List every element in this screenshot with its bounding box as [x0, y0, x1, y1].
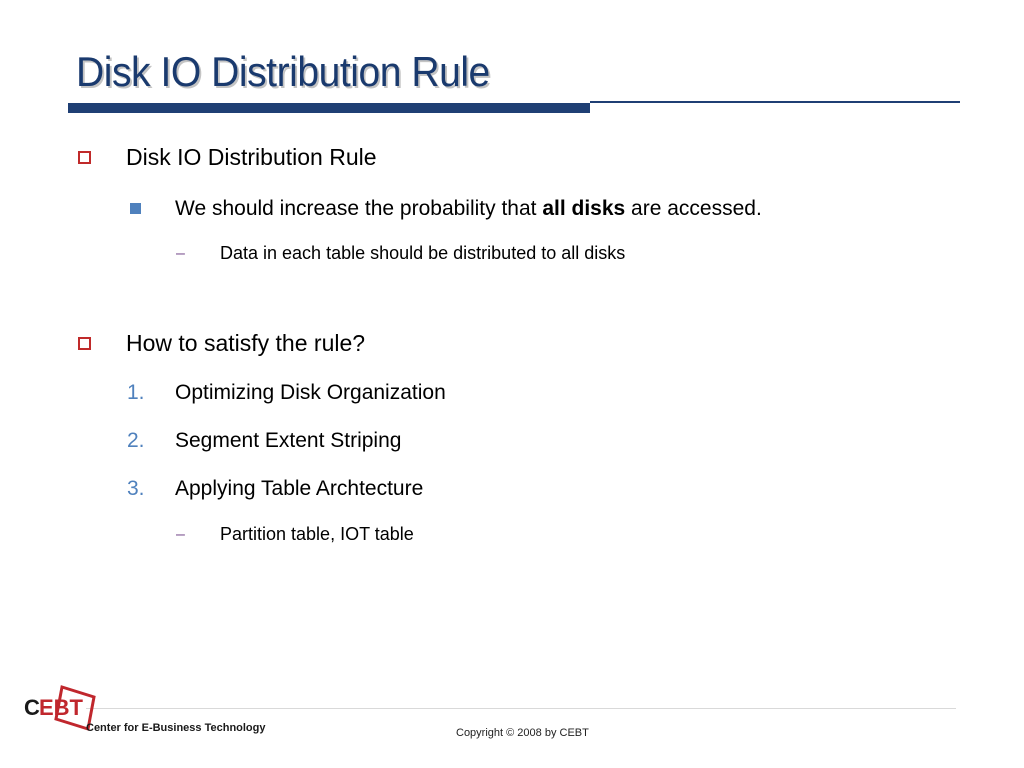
footer-divider [86, 708, 956, 709]
dash-bullet-icon: – [176, 245, 185, 262]
square-outline-bullet-icon [78, 151, 91, 164]
numbered-item-text: Optimizing Disk Organization [175, 381, 446, 404]
square-filled-bullet-icon [130, 203, 141, 214]
copyright-notice: Copyright © 2008 by CEBT [456, 727, 589, 739]
logo-letter: C [24, 695, 40, 720]
numbered-item-number: 3. [127, 477, 145, 500]
bullet-1-sub-text [175, 197, 762, 221]
emphasis-all-disks: all disks [542, 197, 626, 220]
bullet-1-text: Disk IO Distribution Rule [126, 144, 377, 170]
bullet-1-sub-text-after: are accessed. [625, 197, 762, 220]
bullet-1-subsub-text: Data in each table should be distributed to all disks [220, 243, 626, 263]
logo-letters: EBT [39, 695, 83, 720]
bullet-2-text: How to satisfy the rule? [126, 330, 366, 356]
numbered-item-text: Segment Extent Striping [175, 429, 402, 452]
bullet-2-subsub-text: Partition table, IOT table [220, 524, 414, 544]
organization-name: Center for E-Business Technology [86, 722, 266, 734]
numbered-item-number: 2. [127, 429, 145, 452]
numbered-item-number: 1. [127, 381, 145, 404]
numbered-item-text: Applying Table Archtecture [175, 477, 424, 500]
dash-bullet-icon: – [176, 526, 185, 543]
bullet-1-sub-text-before: We should increase the probability that [175, 197, 543, 220]
slide-title: Disk IO Distribution Rule [76, 48, 490, 95]
square-outline-bullet-icon [78, 337, 91, 350]
